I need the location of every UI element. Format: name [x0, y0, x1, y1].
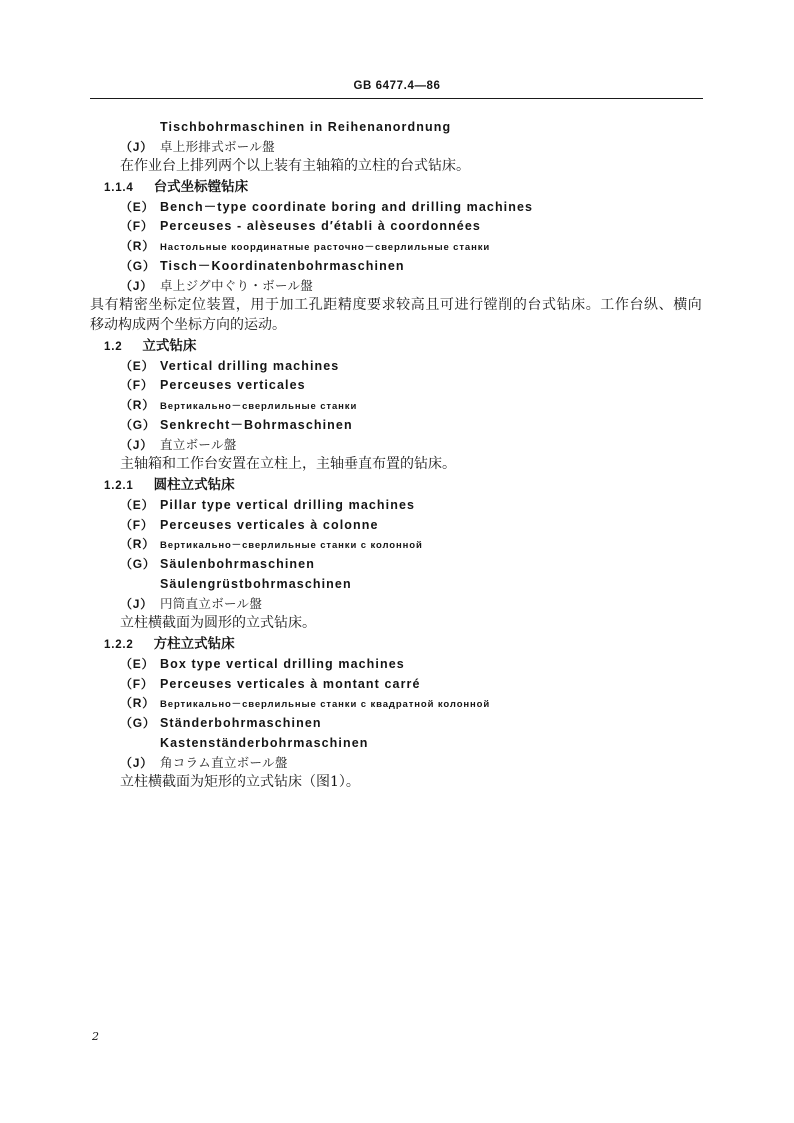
term-entry	[0, 256, 794, 276]
term-text: Pillar type vertical drilling machines	[160, 497, 416, 512]
term-text: 卓上形排式ボール盤	[160, 138, 275, 154]
section-number: 1.1.4	[104, 181, 134, 194]
language-label: （R）	[120, 398, 156, 413]
section-1-2-1	[0, 475, 794, 634]
language-label: （R）	[120, 239, 156, 254]
carryover-section	[0, 117, 794, 177]
term-entry	[0, 534, 794, 554]
term-entry	[0, 415, 794, 435]
term-text: Box type vertical drilling machines	[160, 656, 405, 671]
term-text: Вертикально－сверлильные станки с квадратной колонной	[160, 699, 491, 711]
language-label: （F）	[120, 219, 154, 234]
section-title: 台式坐标镗钻床	[153, 178, 249, 195]
language-label: （J）	[120, 756, 154, 770]
term-entry	[0, 495, 794, 515]
term-text: Vertical drilling machines	[160, 358, 340, 373]
term-entry	[0, 395, 794, 415]
term-text: Perceuses verticales	[160, 378, 306, 393]
term-entry	[0, 137, 794, 157]
term-text: Настольные координатные расточно－сверлильные станки	[160, 242, 491, 254]
term-text: Ständerbohrmaschinen	[160, 716, 322, 731]
term-text: Bench－type coordinate boring and drilling machines	[160, 199, 534, 214]
term-text: Tisch－Koordinatenbohrmaschinen	[160, 259, 405, 274]
language-label: （F）	[120, 517, 154, 532]
term-text: 直立ボール盤	[160, 437, 237, 452]
term-entry	[0, 356, 794, 376]
term-entry	[0, 594, 794, 614]
language-label: （J）	[120, 279, 154, 293]
term-entry	[0, 554, 794, 574]
section-heading	[0, 336, 794, 356]
page-number: 2	[92, 1030, 99, 1043]
language-label: （E）	[120, 656, 155, 671]
section-number: 1.2	[104, 340, 123, 353]
language-label: （R）	[120, 696, 156, 711]
term-text: Perceuses verticales à montant carré	[160, 676, 421, 691]
term-entry	[0, 375, 794, 395]
term-text: Perceuses - alèseuses d′établi à coordonnées	[160, 219, 481, 234]
section-heading	[0, 475, 794, 495]
language-label: （G）	[120, 716, 156, 731]
term-entry	[0, 197, 794, 217]
term-entry	[0, 693, 794, 713]
document-body	[0, 117, 794, 793]
section-title: 立式钻床	[142, 337, 197, 354]
term-entry	[0, 733, 794, 753]
section-1-2-2	[0, 634, 794, 793]
language-label: （E）	[120, 358, 155, 373]
language-label: （F）	[120, 676, 154, 691]
standard-code: GB 6477.4—86	[353, 80, 441, 92]
term-entry	[0, 515, 794, 535]
term-entry	[0, 674, 794, 694]
term-text: Вертикально－сверлильные станки с колонной	[160, 540, 423, 552]
section-heading	[0, 177, 794, 197]
definition-text: 移动构成两个坐标方向的运动。	[90, 316, 286, 333]
language-label: （F）	[120, 378, 154, 393]
term-entry	[0, 574, 794, 594]
section-1-2	[0, 336, 794, 475]
term-entry	[0, 713, 794, 733]
term-entry	[0, 654, 794, 674]
language-label: （J）	[120, 139, 154, 154]
definition-text: 立柱横截面为圆形的立式钻床。	[120, 614, 316, 631]
term-entry	[0, 117, 794, 137]
language-label: （E）	[120, 199, 155, 214]
term-entry	[0, 236, 794, 256]
term-entry	[0, 216, 794, 236]
section-heading	[0, 634, 794, 654]
section-title: 方柱立式钻床	[153, 635, 235, 652]
definition-text: 在作业台上排列两个以上装有主轴箱的立柱的台式钻床。	[120, 157, 470, 174]
term-text: Senkrecht－Bohrmaschinen	[160, 418, 353, 433]
language-label: （E）	[120, 497, 155, 512]
section-title: 圆柱立式钻床	[153, 476, 235, 493]
term-text: Säulenbohrmaschinen	[160, 557, 315, 572]
header-rule	[90, 98, 703, 99]
language-label: （G）	[120, 557, 156, 572]
language-label: （G）	[120, 418, 156, 433]
definition-text: 具有精密坐标定位装置，用于加工孔距精度要求较高且可进行镗削的台式钻床。工作台纵、横向	[90, 296, 703, 313]
term-text: 卓上ジグ中ぐり・ボール盤	[160, 278, 314, 293]
term-entry	[0, 435, 794, 455]
definition-text: 主轴箱和工作台安置在立柱上，主轴垂直布置的钻床。	[120, 455, 456, 472]
term-text: Tischbohrmaschinen in Reihenanordnung	[160, 120, 452, 134]
definition-text: 立柱横截面为矩形的立式钻床（图1）。	[120, 773, 360, 790]
section-number: 1.2.1	[104, 479, 134, 492]
term-text: 角コラム直立ボール盤	[160, 755, 288, 770]
section-number: 1.2.2	[104, 638, 134, 651]
language-label: （J）	[120, 438, 154, 452]
term-text: 円筒直立ボール盤	[160, 596, 263, 611]
section-1-1-4	[0, 177, 794, 336]
term-text: Säulengrüstbohrmaschinen	[160, 577, 352, 592]
language-label: （R）	[120, 537, 156, 552]
term-entry	[0, 276, 794, 296]
term-entry	[0, 753, 794, 773]
term-text: Kastenständerbohrmaschinen	[160, 736, 369, 751]
language-label: （J）	[120, 597, 154, 611]
term-text: Вертикально－сверлильные станки	[160, 401, 358, 413]
term-text: Perceuses verticales à colonne	[160, 517, 379, 532]
language-label: （G）	[120, 259, 156, 274]
